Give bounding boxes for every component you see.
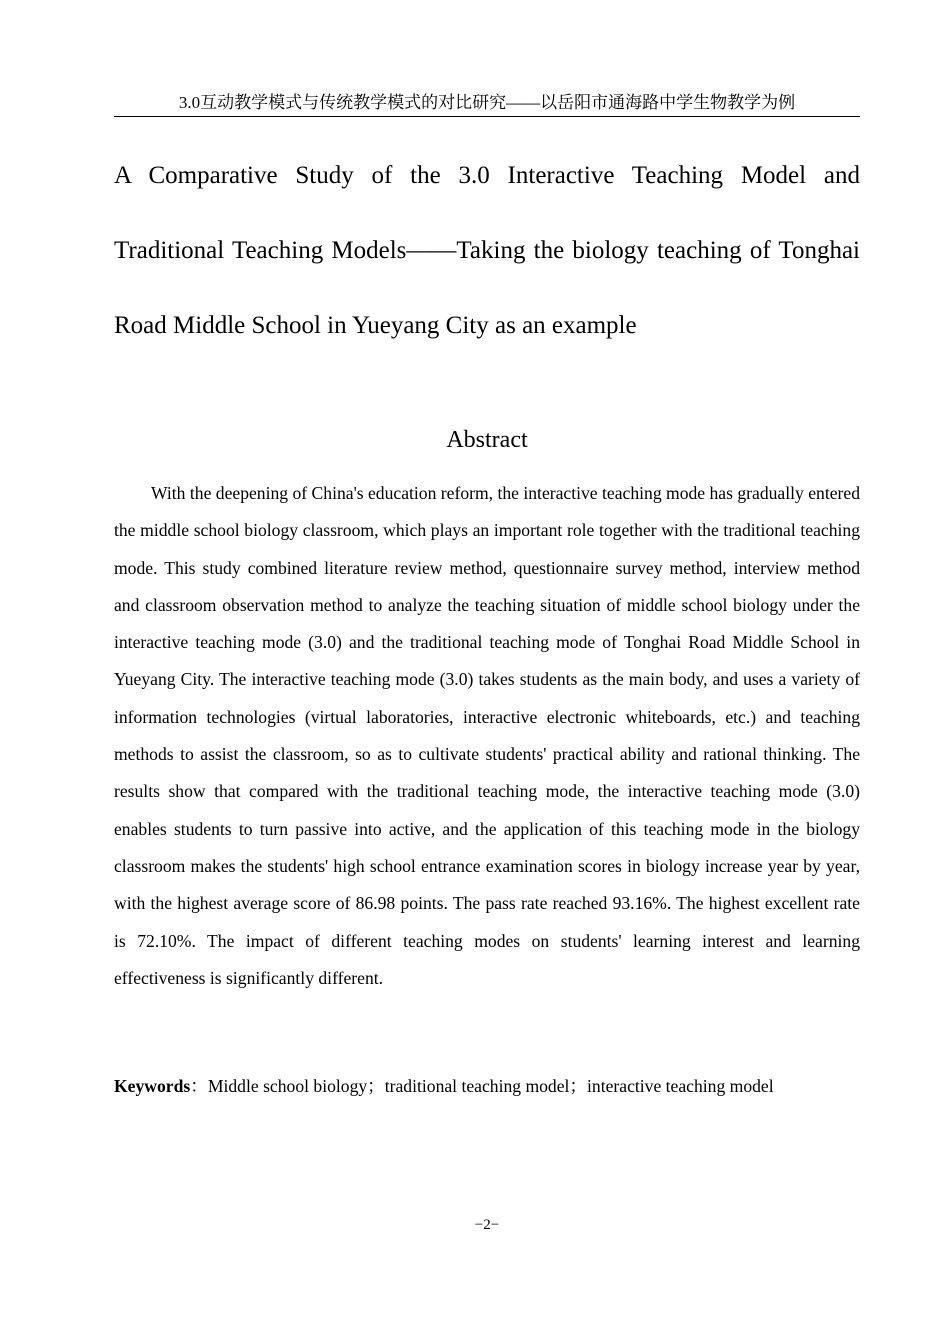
keywords-separator: ： <box>190 1076 208 1096</box>
keywords-label: Keywords <box>114 1076 191 1096</box>
english-title: A Comparative Study of the 3.0 Interactive Teaching Model and Traditional Teaching Models——Taking the biology teaching of Tonghai Road Middle School in Yueyang City as an example <box>114 162 860 339</box>
page-number: −2− <box>474 1217 500 1233</box>
keywords-line <box>114 1070 860 1102</box>
keywords-text: Middle school biology；traditional teaching model；interactive teaching model <box>207 1076 774 1096</box>
running-header: 3.0互动教学模式与传统教学模式的对比研究——以岳阳市通海路中学生物教学为例 <box>114 92 860 117</box>
abstract-heading: Abstract <box>446 427 528 453</box>
abstract-body: With the deepening of China's education reform, the interactive teaching mode has gradually entered the middle school biology classroom, which plays an important role together with the traditional teaching mode. This study combined literature review method, questionnaire survey method, interview method and classroom observation method to analyze the teaching situation of middle school biology under the interactive teaching mode (3.0) and the traditional teaching mode of Tonghai Road Middle School in Yueyang City. The interactive teaching mode (3.0) takes students as the main body, and uses a variety of information technologies (virtual laboratories, interactive electronic whiteboards, etc.) and teaching methods to assist the classroom, so as to cultivate students' practical ability and rational thinking. The results show that compared with the traditional teaching mode, the interactive teaching mode (3.0) enables students to turn passive into active, and the application of this teaching mode in the biology classroom makes the students' high school entrance examination scores in biology increase year by year, with the highest average score of 86.98 points. The pass rate reached 93.16%. The highest excellent rate is 72.10%. The impact of different teaching modes on students' learning interest and learning effectiveness is significantly different. <box>114 483 860 988</box>
document-page <box>114 0 860 1344</box>
